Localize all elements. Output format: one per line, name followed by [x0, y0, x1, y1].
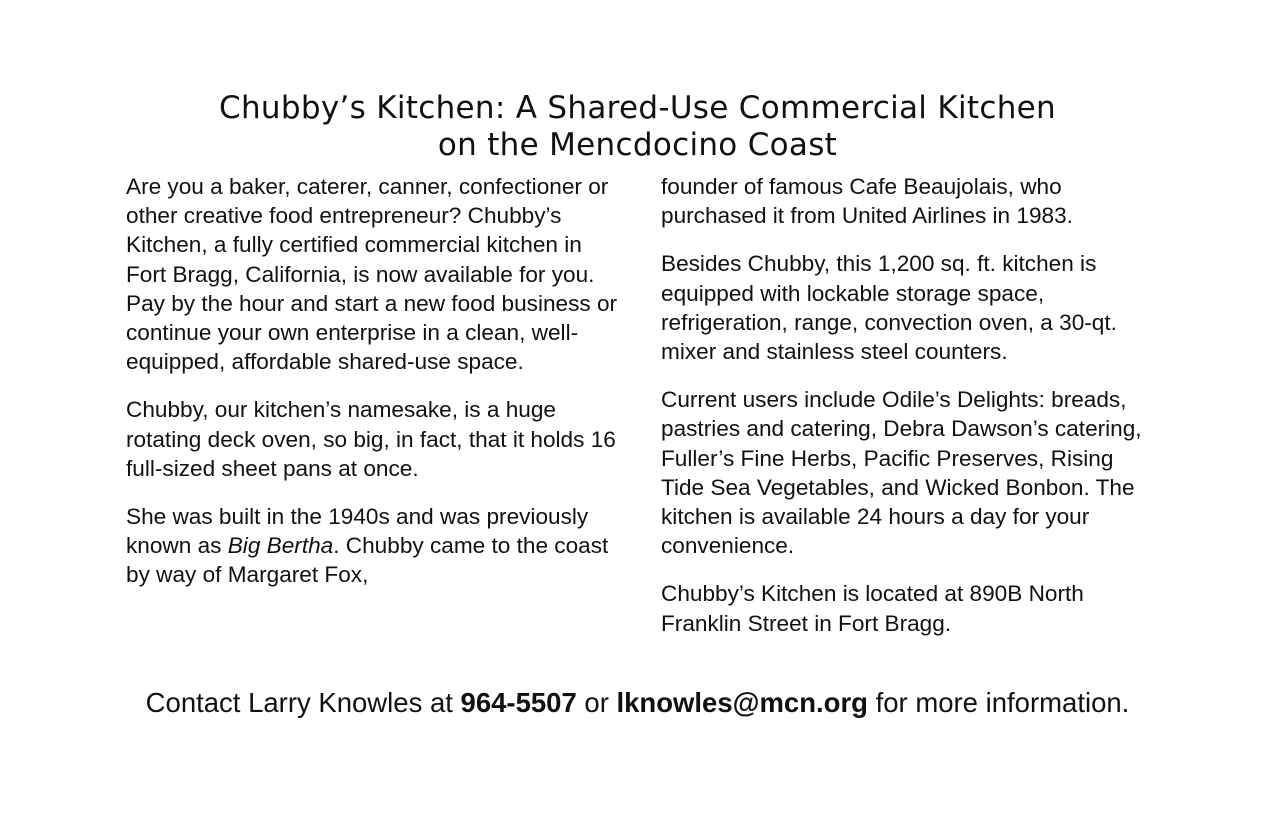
paragraph-current-users: Current users include Odile’s Delights: breads, pastries and catering, Debra Dawson’s catering, Fuller’s Fine Herbs, Pacific Preserves, Rising Tide Sea Vegetables, and Wicked Bonbon. The kitchen is available 24 hours a day for your convenience. — [661, 387, 1142, 559]
paragraph-location: Chubby’s Kitchen is located at 890B North Franklin Street in Fort Bragg. — [661, 581, 1084, 636]
contact-phone: 964-5507 — [460, 687, 577, 718]
title-line-1: Chubby’s Kitchen: A Shared-Use Commercial Kitchen — [219, 90, 1056, 126]
history-oven-nickname: Big Bertha — [227, 533, 334, 559]
history-text-start: She was built in the 1940s and was previously known as — [126, 504, 589, 559]
contact-line — [0, 686, 1275, 720]
history-text-end: . Chubby came to the coast by way of Margaret Fox, — [126, 533, 609, 588]
contact-suffix: for more information. — [867, 687, 1130, 718]
contact-prefix: Contact Larry Knowles at — [145, 687, 461, 718]
paragraph-namesake: Chubby, our kitchen’s namesake, is a huge rotating deck oven, so big, in fact, that it holds 16 full-sized sheet pans at once. — [126, 397, 616, 481]
contact-middle: or — [576, 687, 617, 718]
paragraph-intro: Are you a baker, caterer, canner, confectioner or other creative food entrepreneur? Chubby’s Kitchen, a fully certified commercial kitchen in Fort Bragg, California, is now available for you. Pay by the hour and start a new food business or continue your own enterprise in a clean, well-equipped, affordable shared-use space. — [126, 174, 618, 375]
page-title — [0, 90, 1275, 164]
title-line-2: on the Mencdocino Coast — [437, 127, 838, 163]
paragraph-history — [126, 502, 626, 590]
paragraph-history-continued: founder of famous Cafe Beaujolais, who purchased it from United Airlines in 1983. — [661, 174, 1073, 229]
right-column — [661, 172, 1161, 657]
left-column — [126, 172, 626, 609]
contact-email: lknowles@mcn.org — [616, 687, 868, 718]
paragraph-equipment: Besides Chubby, this 1,200 sq. ft. kitchen is equipped with lockable storage space, refrigeration, range, convection oven, a 30-qt. mixer and stainless steel counters. — [661, 251, 1117, 365]
